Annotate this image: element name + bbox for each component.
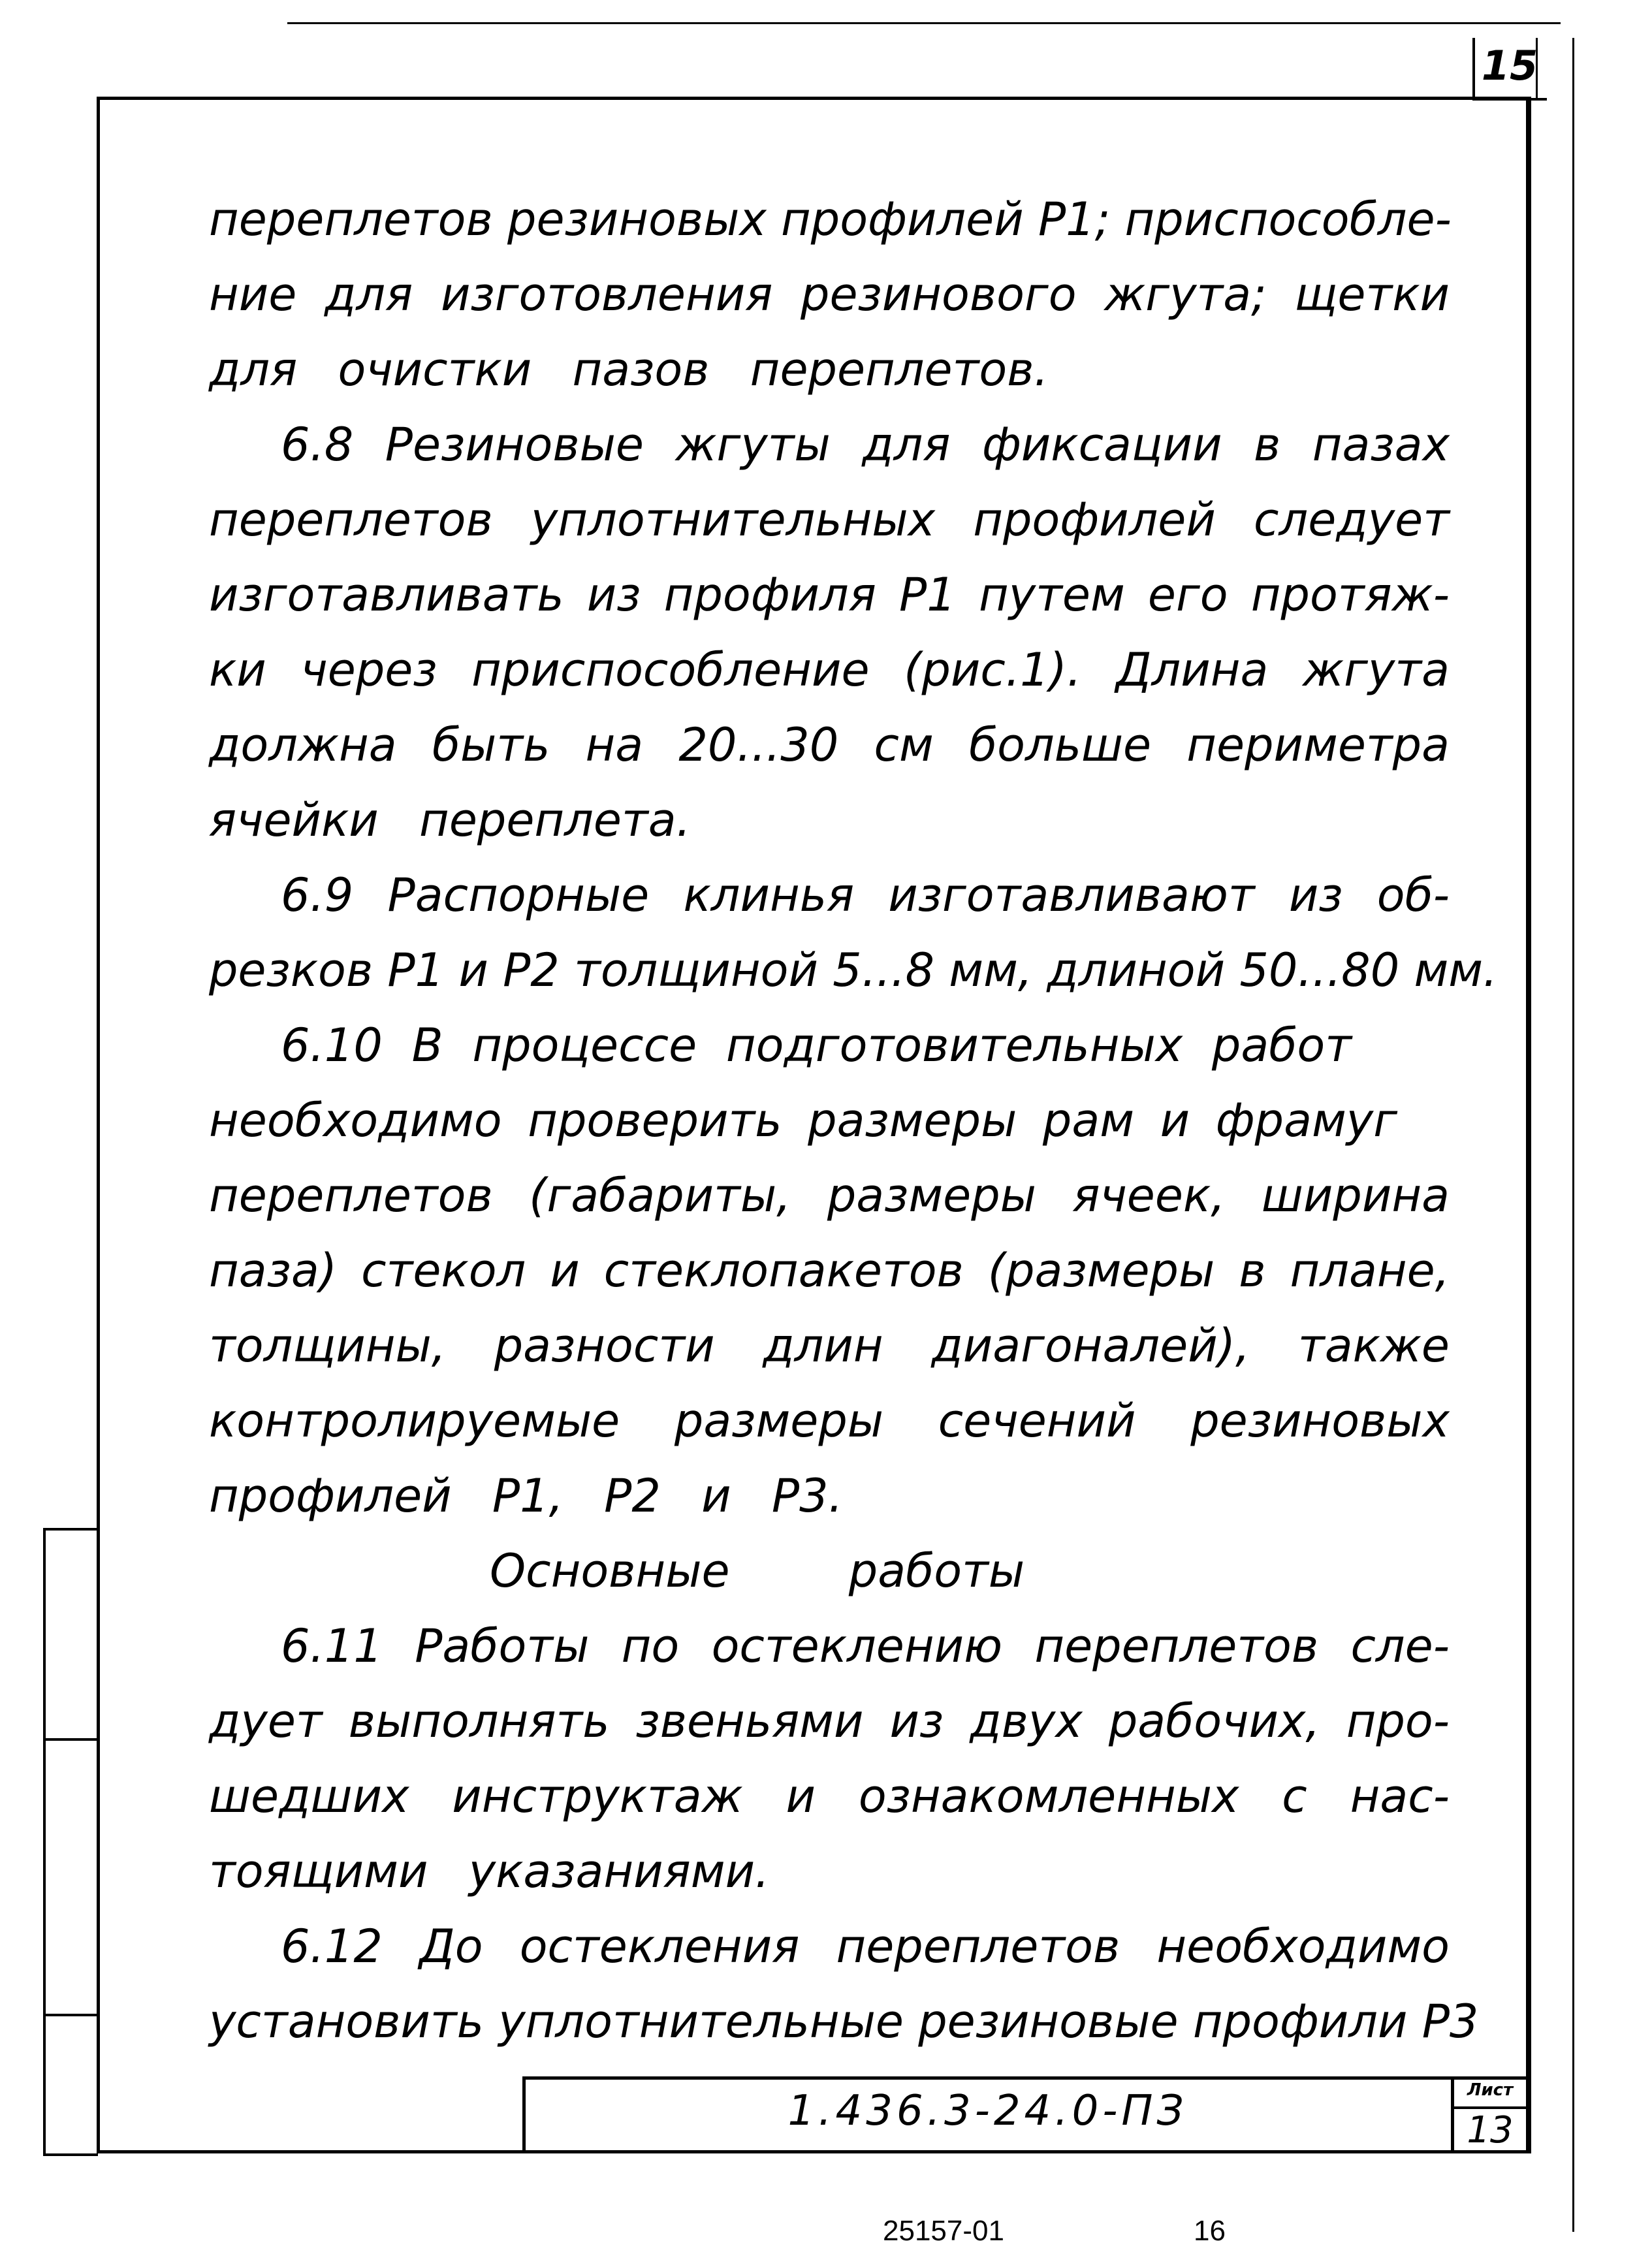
left-binding-strip [43, 1528, 98, 2156]
text-line: 6.10 В процессе подготовительных работ [281, 1019, 1352, 1072]
text-line: шедших инструктаж и ознакомленных с нас- [209, 1770, 1450, 1823]
left-strip-divider [43, 1738, 98, 1741]
text-line: необходимо проверить размеры рам и фрамуг [209, 1094, 1397, 1147]
footer-page-number: 16 [1194, 2215, 1226, 2247]
text-line: ячейки переплета. [209, 793, 691, 847]
text-line: ние для изготовления резинового жгута; щетки [209, 268, 1450, 321]
text-line: ки через приспособление (рис.1). Длина жгута [209, 643, 1450, 697]
document-code: 1.436.3-24.0-ПЗ [787, 2087, 1188, 2135]
text-line: профилей Р1, Р2 и Р3. [209, 1469, 843, 1523]
text-line: 6.9 Распорные клинья изготавливают из об- [281, 868, 1450, 922]
text-line: 6.8 Резиновые жгуты для фиксации в пазах [281, 418, 1450, 471]
sheet-label: Лист [1467, 2080, 1514, 2100]
sheet-number: 13 [1467, 2109, 1514, 2151]
text-line: установить уплотнительные резиновые профили Р3 [209, 1995, 1479, 2048]
archive-code: 25157-01 [883, 2215, 1004, 2247]
text-line: переплетов (габариты, размеры ячеек, ширина [209, 1169, 1450, 1222]
text-line: толщины, разности длин диагоналей), также [209, 1319, 1450, 1373]
top-page-number: 15 [1481, 42, 1538, 89]
text-line: должна быть на 20...30 см больше периметра [209, 718, 1450, 772]
text-line: контролируемые размеры сечений резиновых [209, 1394, 1450, 1448]
text-line: резков Р1 и Р2 толщиной 5...8 мм, длиной 50...80 мм. [209, 944, 1498, 997]
text-line: паза) стекол и стеклопакетов (размеры в плане, [209, 1244, 1450, 1297]
text-line: изготавливать из профиля Р1 путем его протяж- [209, 568, 1450, 622]
outer-right-line [1572, 38, 1574, 2232]
frame-right-edge [1528, 97, 1531, 2153]
top-rule [287, 22, 1561, 24]
text-line: 6.11 Работы по остеклению переплетов сле- [281, 1619, 1450, 1673]
text-line: тоящими указаниями. [209, 1845, 770, 1898]
text-line: 6.12 До остекления переплетов необходимо [281, 1920, 1450, 1973]
text-line: дует выполнять звеньями из двух рабочих, про- [209, 1694, 1450, 1748]
text-line: переплетов уплотнительных профилей следует [209, 493, 1450, 547]
section-heading: Основные работы [490, 1544, 1025, 1598]
text-line: переплетов резиновых профилей Р1; приспособле- [209, 193, 1452, 246]
left-strip-divider [43, 2014, 98, 2016]
text-line: для очистки пазов переплетов. [209, 343, 1049, 396]
